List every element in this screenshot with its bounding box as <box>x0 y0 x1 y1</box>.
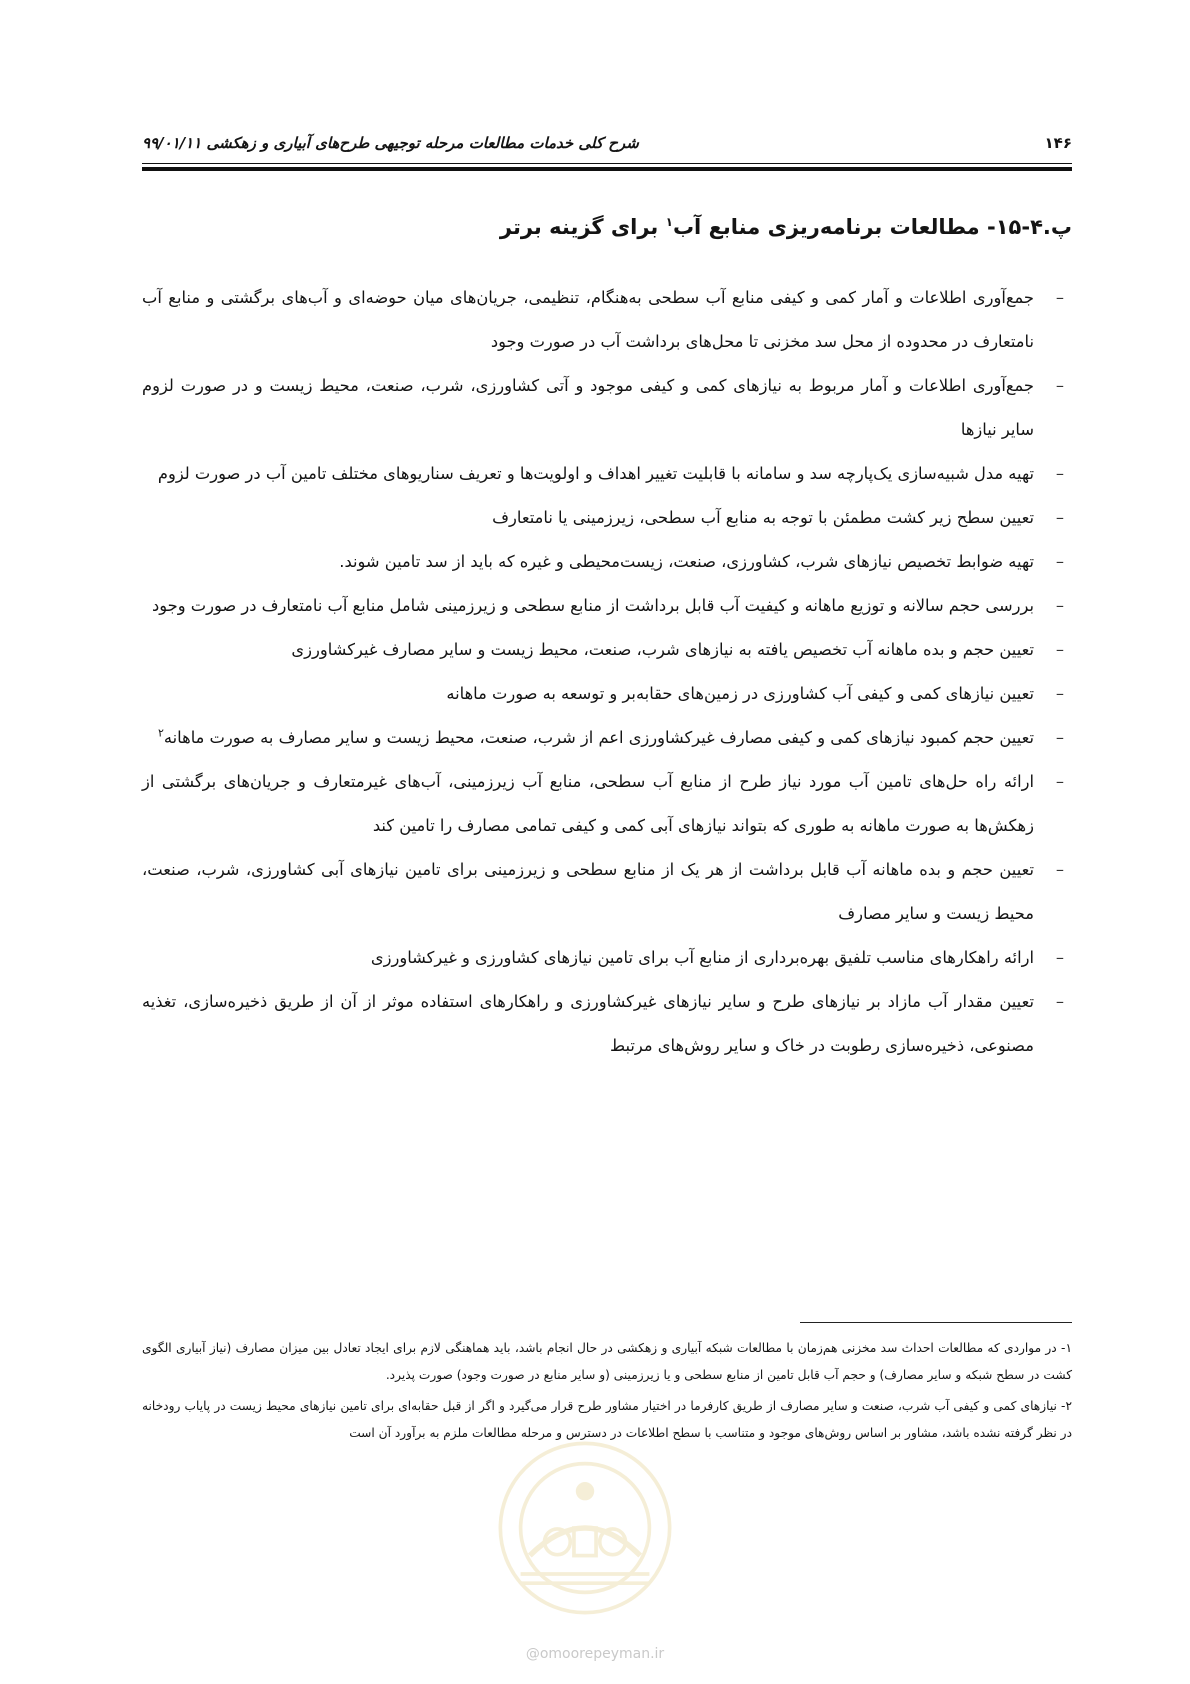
page-number: ۱۴۶ <box>1044 134 1072 152</box>
section-heading-main: پ.۴-۱۵- مطالعات برنامه‌ریزی منابع آب <box>672 215 1072 239</box>
bullet-dash: – <box>1055 860 1065 879</box>
list-item <box>142 672 1072 716</box>
list-item <box>142 980 1072 1068</box>
list-item-text: جمع‌آوری اطلاعات و آمار کمی و کیفی منابع آب سطحی به‌هنگام، تنظیمی، جریان‌های میان حوضه‌ای و آب‌های برگشتی و منابع آب نامتعارف در محدوده از محل سد مخزنی تا محل‌های برداشت آب در صورت وجود <box>142 288 1034 351</box>
list-item-text: جمع‌آوری اطلاعات و آمار مربوط به نیازهای کمی و کیفی موجود و آتی کشاورزی، شرب، صنعت، محیط زیست و در صورت لزوم سایر نیازها <box>142 376 1034 439</box>
list-item-text: ارائه راهکارهای مناسب تلفیق بهره‌برداری از منابع آب برای تامین نیازهای کشاورزی و غیرکشاورزی <box>370 948 1034 967</box>
list-item <box>142 760 1072 848</box>
footnote-2: ۲- نیازهای کمی و کیفی آب شرب، صنعت و سایر مصارف از طریق کارفرما در اختیار مشاور طرح قرار می‌گیرد و اگر از قبل حقابه‌ای برای تامین نیازهای محیط زیست در پایاب رودخانه در نظر گرفته نشده باشد، مشاور بر اساس روش‌های موجود و متناسب با سطح اطلاعات در دسترس و مرحله مطالعات ملزم به برآورد آن است <box>142 1399 1072 1440</box>
list-item-text: ارائه راه حل‌های تامین آب مورد نیاز طرح از منابع آب سطحی، منابع آب زیرزمینی، آب‌های غیرمتعارف و جریان‌های برگشتی از زهکش‌ها به صورت ماهانه به طوری که بتواند نیازهای آبی کمی و کیفی تمامی مصارف را تامین کند <box>142 772 1034 835</box>
watermark-url: @omoorepeyman.ir <box>525 1646 665 1662</box>
bullet-dash: – <box>1055 596 1065 615</box>
footnote-1: ۱- در مواردی که مطالعات احداث سد مخزنی هم‌زمان با مطالعات شبکه آبیاری و زهکشی در حال انجام باشد، باید هماهنگی لازم برای ایجاد تعادل بین میزان مصارف (نیاز آبیاری الگوی کشت در سطح شبکه و سایر مصارف) و حجم آب قابل تامین از منابع سطحی و یا زیرزمینی (و سایر منابع در صورت وجود) صورت پذیرد. <box>142 1341 1072 1382</box>
list-item <box>142 364 1072 452</box>
running-header-title: شرح کلی خدمات مطالعات مرحله توجیهی طرح‌های آبیاری و زهکشی ۹۹/۰۱/۱۱ <box>142 134 639 152</box>
list-item <box>142 848 1072 936</box>
list-item-text: تهیه مدل شبیه‌سازی یک‌پارچه سد و سامانه با قابلیت تغییر اهداف و اولویت‌ها و تعریف سناریوهای مختلف تامین آب در صورت لزوم <box>157 464 1034 483</box>
list-item-text: تعیین حجم کمبود نیازهای کمی و کیفی مصارف غیرکشاورزی اعم از شرب، صنعت، محیط زیست و سایر مصارف به صورت ماهانه <box>163 728 1034 747</box>
section-heading-tail: برای گزینه برتر <box>499 215 666 239</box>
bullet-dash: – <box>1055 508 1065 527</box>
list-item <box>142 936 1072 980</box>
list-item <box>142 540 1072 584</box>
bullet-dash: – <box>1055 728 1065 747</box>
list-item-text: تهیه ضوابط تخصیص نیازهای شرب، کشاورزی، صنعت، زیست‌محیطی و غیره که باید از سد تامین شوند. <box>339 552 1034 571</box>
list-item-text: تعیین حجم و بده ماهانه آب قابل برداشت از هر یک از منابع سطحی و زیرزمینی برای تامین نیازهای آبی کشاورزی، شرب، صنعت، محیط زیست و سایر مصارف <box>142 860 1034 923</box>
list-item-text: تعیین مقدار آب مازاد بر نیازهای طرح و سایر نیازهای غیرکشاورزی و راهکارهای استفاده موثر از آن از طریق ذخیره‌سازی، تغذیه مصنوعی، ذخیره‌سازی رطوبت در خاک و سایر روش‌های مرتبط <box>142 992 1034 1055</box>
list-item <box>142 276 1072 364</box>
list-item-text: تعیین نیازهای کمی و کیفی آب کشاورزی در زمین‌های حقابه‌بر و توسعه به صورت ماهانه <box>446 684 1034 703</box>
bullet-dash: – <box>1055 464 1065 483</box>
list-item <box>142 496 1072 540</box>
section-heading-footnote-ref: ۱ <box>665 215 673 229</box>
list-item <box>142 452 1072 496</box>
running-header <box>142 125 1072 161</box>
bullet-dash: – <box>1055 288 1065 307</box>
bullet-dash: – <box>1055 640 1065 659</box>
header-rule-thin <box>142 163 1072 164</box>
list-item-text: تعیین حجم و بده ماهانه آب تخصیص یافته به نیازهای شرب، صنعت، محیط زیست و سایر مصارف غیرکشاورزی <box>291 640 1034 659</box>
bullet-dash: – <box>1055 948 1065 967</box>
section-heading <box>500 215 1072 239</box>
bullet-dash: – <box>1055 772 1065 791</box>
watermark-logo-icon <box>493 1436 677 1620</box>
list-item-text: تعیین سطح زیر کشت مطمئن با توجه به منابع آب سطحی، زیرزمینی یا نامتعارف <box>492 508 1034 527</box>
bullet-dash: – <box>1055 992 1065 1011</box>
bullet-dash: – <box>1055 684 1065 703</box>
bullet-dash: – <box>1055 552 1065 571</box>
list-item-text: بررسی حجم سالانه و توزیع ماهانه و کیفیت آب قابل برداشت از منابع سطحی و زیرزمینی شامل منابع آب نامتعارف در صورت وجود <box>152 596 1034 615</box>
header-rule-thick <box>142 167 1072 171</box>
requirements-list <box>142 276 1072 1068</box>
list-item <box>142 628 1072 672</box>
footnote-separator <box>800 1322 1072 1323</box>
list-item <box>142 716 1072 760</box>
list-item <box>142 584 1072 628</box>
bullet-dash: – <box>1055 376 1065 395</box>
footnotes <box>142 1335 1072 1451</box>
footnote-ref: ۲ <box>157 726 164 740</box>
